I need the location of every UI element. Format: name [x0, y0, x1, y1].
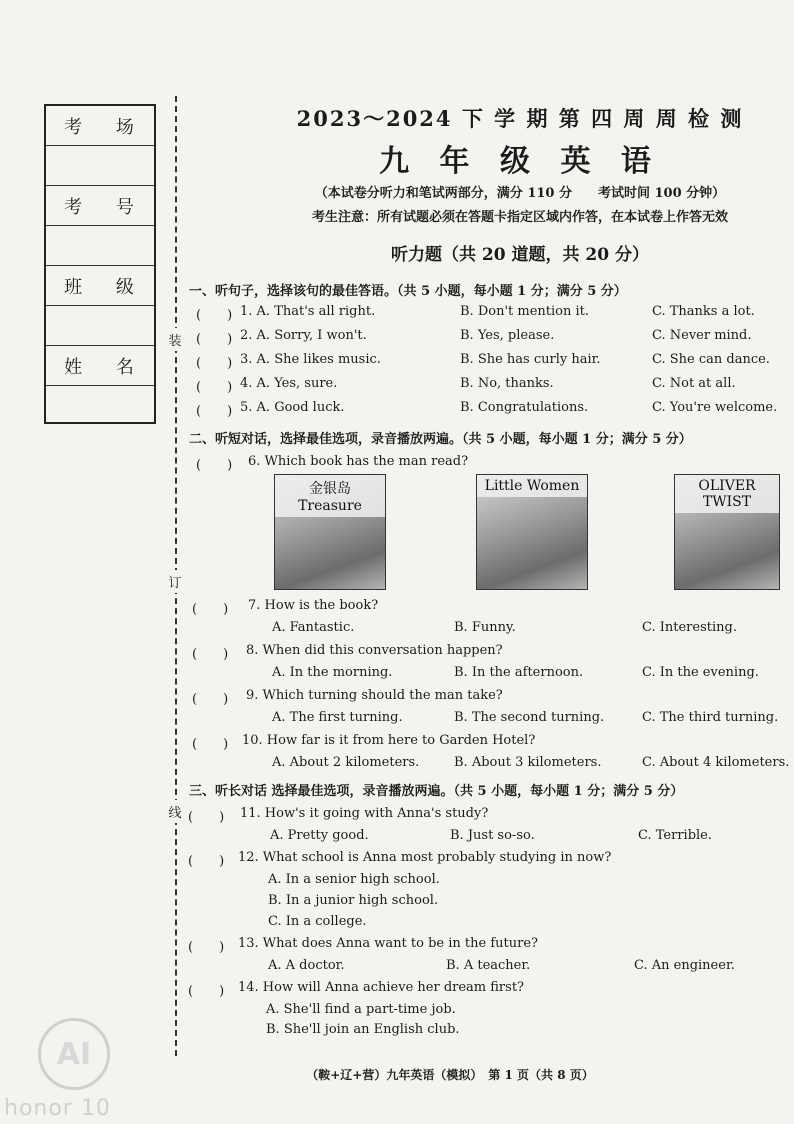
option-c: C. Interesting. [642, 620, 737, 635]
option-b: B. She'll join an English club. [266, 1022, 460, 1037]
option-b: B. Funny. [454, 620, 516, 635]
binding-label-ding: 订 [164, 570, 186, 593]
subject-title: 九 年 级 英 语 [379, 144, 661, 179]
option-b: B. No, thanks. [460, 376, 554, 391]
question-stem: 6. Which book has the man read? [248, 454, 469, 469]
answer-bracket: ( ) [188, 810, 225, 825]
exam-number-label: 考 号 [46, 186, 154, 226]
option-b: B. Don't mention it. [460, 304, 589, 319]
name-label: 姓 名 [46, 346, 154, 386]
option-b: B. The second turning. [454, 710, 605, 725]
option-b: B. She has curly hair. [460, 352, 601, 367]
binding-label-xian: 线 [164, 800, 186, 823]
option-a: 2. A. Sorry, I won't. [240, 328, 367, 343]
listening-part-title: 听力题（共 20 道题，共 20 分） [391, 245, 649, 265]
option-b: B. About 3 kilometers. [454, 755, 602, 770]
section-2-title: 二、听短对话，选择最佳选项，录音播放两遍。（共 5 小题，每小题 1 分；满分 5 分） [189, 432, 692, 447]
camera-brand-watermark: honor 10 [4, 1096, 111, 1121]
option-a: 3. A. She likes music. [240, 352, 381, 367]
question-stem: 12. What school is Anna most probably studying in now? [238, 850, 612, 865]
option-c: C. You're welcome. [652, 400, 778, 415]
answer-bracket: ( ) [192, 692, 229, 707]
option-b: B. In the afternoon. [454, 665, 584, 680]
option-c: C. In the evening. [642, 665, 759, 680]
option-a: A. Pretty good. [270, 828, 369, 843]
student-info-table [44, 104, 156, 424]
book-image-a [274, 474, 386, 590]
exam-room-label: 考 场 [46, 106, 154, 146]
option-a: A. Fantastic. [272, 620, 355, 635]
question-stem: 9. Which turning should the man take? [246, 688, 503, 703]
option-a: A. In the morning. [272, 665, 393, 680]
book-image-c [674, 474, 780, 590]
section-1-title: 一、听句子，选择该句的最佳答语。（共 5 小题，每小题 1 分；满分 5 分） [189, 284, 627, 299]
option-a: A. A doctor. [268, 958, 345, 973]
option-b: B. In a junior high school. [268, 893, 439, 908]
option-c: C. Never mind. [652, 328, 752, 343]
book-title: 金银岛 Treasure [275, 475, 385, 517]
binding-label-zhuang: 装 [164, 328, 186, 351]
option-b: B. A teacher. [446, 958, 531, 973]
option-a: 4. A. Yes, sure. [240, 376, 338, 391]
answer-bracket: ( ) [196, 332, 233, 347]
option-b: B. Just so-so. [450, 828, 535, 843]
book-title: Little Women [477, 475, 587, 497]
option-b: B. Congratulations. [460, 400, 589, 415]
option-c: C. Not at all. [652, 376, 736, 391]
question-stem: 8. When did this conversation happen? [246, 643, 503, 658]
option-c: C. She can dance. [652, 352, 770, 367]
option-a: A. About 2 kilometers. [272, 755, 420, 770]
answer-bracket: ( ) [196, 308, 233, 323]
class-label: 班 级 [46, 266, 154, 306]
camera-ai-logo-icon: AI [38, 1018, 110, 1090]
option-c: C. In a college. [268, 914, 367, 929]
option-a: A. The first turning. [272, 710, 403, 725]
option-c: C. About 4 kilometers. [642, 755, 790, 770]
question-stem: 11. How's it going with Anna's study? [240, 806, 489, 821]
exam-note: （本试卷分听力和笔试两部分，满分 110 分 考试时间 100 分钟） [314, 186, 726, 201]
answer-bracket: ( ) [188, 940, 225, 955]
class-field [46, 306, 154, 346]
exam-room-field [46, 146, 154, 186]
answer-bracket: ( ) [192, 647, 229, 662]
book-title: OLIVER TWIST [675, 475, 779, 513]
answer-bracket: ( ) [196, 356, 233, 371]
answer-bracket: ( ) [196, 380, 233, 395]
answer-bracket: ( ) [188, 854, 225, 869]
answer-bracket: ( ) [188, 984, 225, 999]
option-c: C. An engineer. [634, 958, 735, 973]
option-a: 1. A. That's all right. [240, 304, 376, 319]
answer-bracket: ( ) [196, 458, 233, 473]
option-c: C. The third turning. [642, 710, 779, 725]
option-b: B. Yes, please. [460, 328, 555, 343]
answer-bracket: ( ) [192, 737, 229, 752]
answer-bracket: ( ) [192, 602, 229, 617]
name-field [46, 386, 154, 426]
book-image-b [476, 474, 588, 590]
question-stem: 10. How far is it from here to Garden Hotel? [242, 733, 536, 748]
exam-number-field [46, 226, 154, 266]
question-stem: 7. How is the book? [248, 598, 379, 613]
option-a: A. She'll find a part-time job. [266, 1002, 456, 1017]
exam-notice: 考生注意：所有试题必须在答题卡指定区域内作答，在本试卷上作答无效 [311, 210, 728, 225]
exam-title: 2023～2024 下 学 期 第 四 周 周 检 测 [296, 106, 744, 131]
option-a: 5. A. Good luck. [240, 400, 345, 415]
answer-bracket: ( ) [196, 404, 233, 419]
page-footer: （鞍+辽+营）九年英语（模拟） 第 1 页（共 8 页） [306, 1068, 594, 1082]
option-c: C. Thanks a lot. [652, 304, 755, 319]
option-a: A. In a senior high school. [268, 872, 440, 887]
option-c: C. Terrible. [638, 828, 712, 843]
question-stem: 13. What does Anna want to be in the future? [238, 936, 538, 951]
question-stem: 14. How will Anna achieve her dream first? [238, 980, 525, 995]
section-3-title: 三、听长对话 选择最佳选项，录音播放两遍。（共 5 小题，每小题 1 分；满分 5 分） [189, 784, 684, 799]
